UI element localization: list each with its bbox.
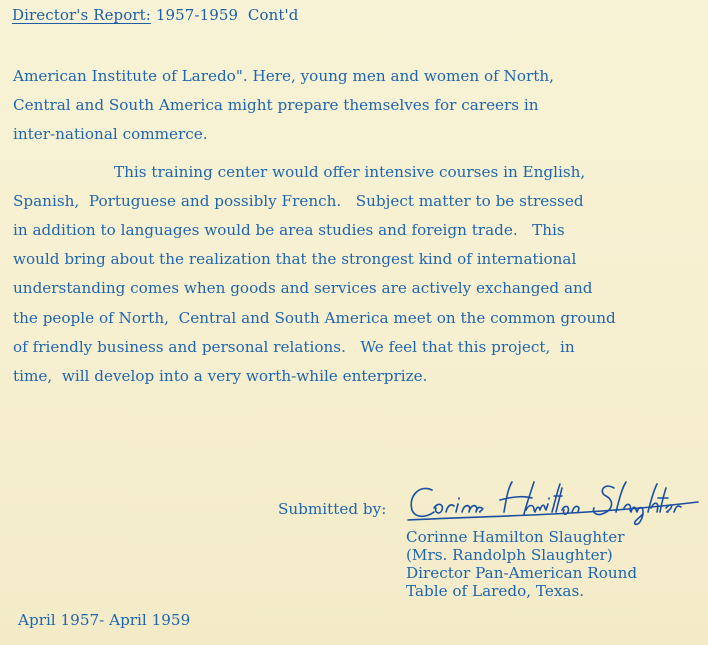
body-line: American Institute of Laredo". Here, young men and women of North, [13, 67, 554, 85]
report-title: Director's Report: [12, 6, 151, 24]
body-line: would bring about the realization that the strongest kind of international [13, 250, 577, 269]
signer-alias: (Mrs. Randolph Slaughter) [406, 546, 613, 564]
signer-role-line1: Director Pan-American Round [406, 564, 638, 582]
body-line: the people of North, Central and South America meet on the common ground [13, 308, 616, 327]
report-body [13, 62, 693, 391]
body-line: inter-national commerce. [13, 125, 208, 144]
body-line: Spanish, Portuguese and possibly French. Subject matter to be stressed [13, 191, 584, 210]
submitted-by-label: Submitted by: [278, 500, 387, 518]
body-line: This training center would offer intensive courses in English, [114, 162, 586, 181]
signer-role-line2: Table of Laredo, Texas. [406, 582, 585, 600]
report-years: 1957-1959 Cont'd [150, 6, 299, 24]
body-line: understanding comes when goods and services are actively exchanged and [13, 279, 593, 298]
body-line: in addition to languages would be area studies and foreign trade. This [13, 220, 565, 239]
paragraph-gap [13, 150, 693, 158]
body-line: of friendly business and personal relations. We feel that this project, in [13, 337, 575, 356]
signer-name: Corinne Hamilton Slaughter [406, 528, 625, 546]
body-line: time, will develop into a very worth-while enterprize. [13, 366, 428, 385]
signature-image [402, 478, 702, 528]
body-line: Central and South America might prepare themselves for careers in [13, 96, 539, 115]
signature-block [406, 528, 637, 600]
report-dates: April 1957- April 1959 [18, 611, 191, 629]
report-header [12, 6, 298, 24]
